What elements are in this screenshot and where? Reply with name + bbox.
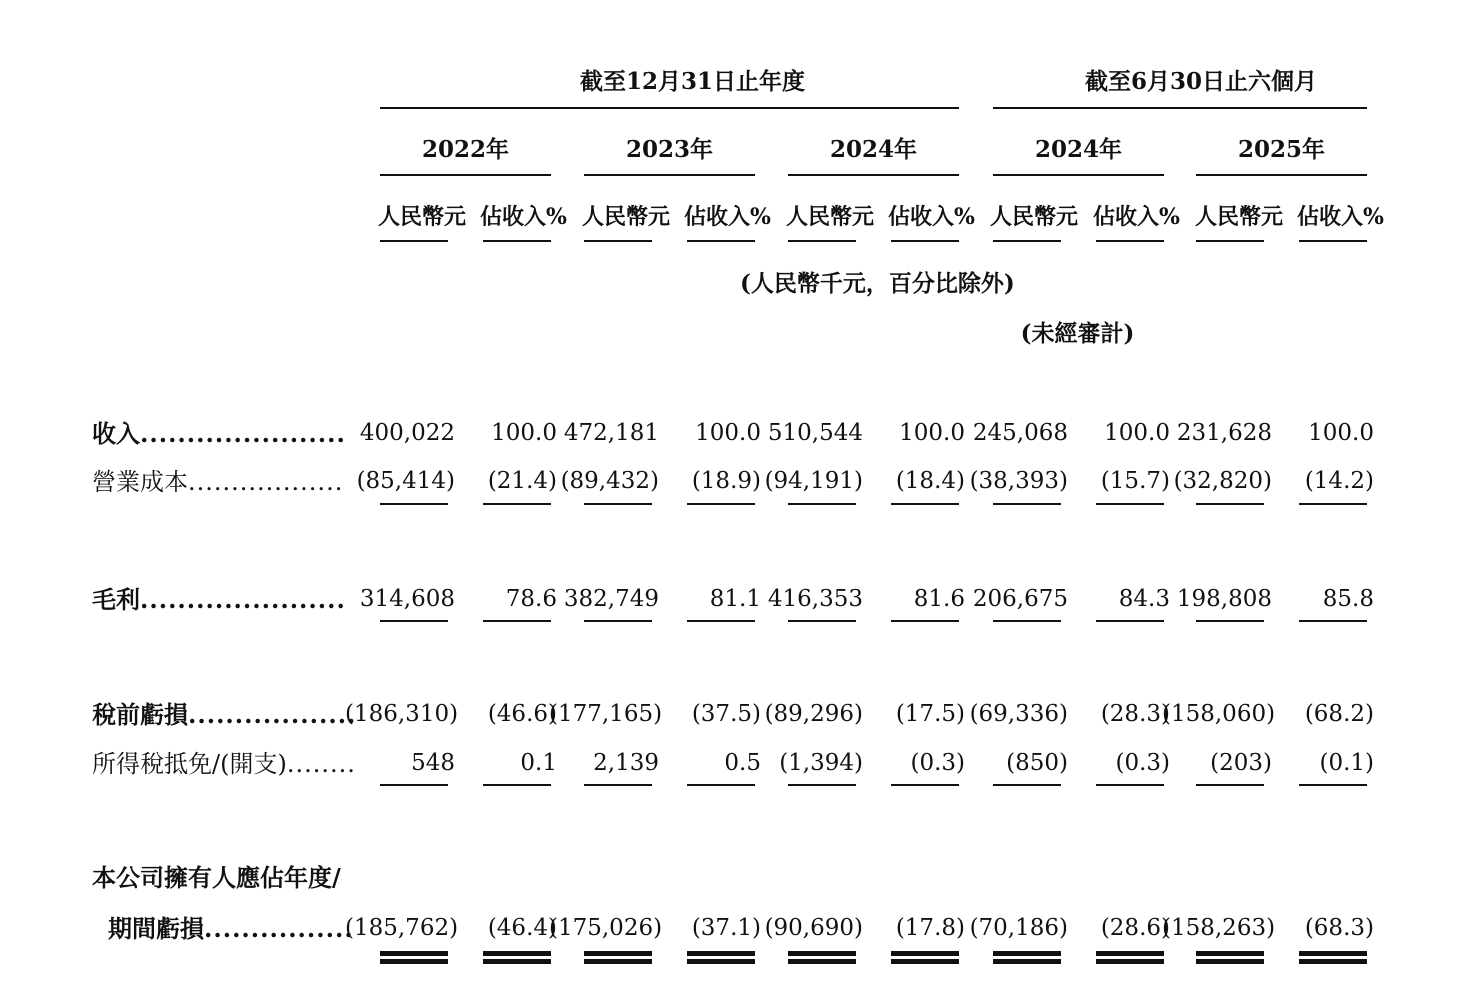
col-rmb: 人民幣元	[786, 204, 875, 230]
table-cell: (38,393)	[969, 468, 1068, 494]
year-2023: 2023年	[625, 136, 713, 163]
row-label-cost-of-sales: 營業成本..................	[92, 468, 344, 496]
table-cell: 0.1	[520, 750, 557, 776]
subtotal-rule	[380, 503, 448, 505]
header-group-year-end: 截至12月31日止年度	[580, 68, 806, 95]
total-double-rule	[1196, 951, 1264, 964]
total-double-rule	[1096, 951, 1164, 964]
table-cell: 314,608	[359, 586, 455, 612]
col-rmb: 人民幣元	[1195, 204, 1284, 230]
subtotal-rule	[1299, 784, 1367, 786]
subtotal-rule	[687, 503, 755, 505]
table-cell: (46.4)	[487, 915, 557, 941]
table-cell: 382,749	[563, 586, 659, 612]
table-cell: 548	[411, 750, 455, 776]
table-cell: (85,414)	[356, 468, 455, 494]
col-pct: 佔收入%	[684, 204, 771, 230]
row-label-revenue: 收入......................	[92, 419, 346, 448]
col-rule	[584, 240, 652, 242]
table-cell: (158,263)	[1162, 915, 1276, 941]
table-cell: (18.9)	[691, 468, 761, 494]
subtotal-rule	[687, 620, 755, 622]
subtotal-rule	[1096, 784, 1164, 786]
table-cell: 78.6	[505, 586, 557, 612]
subtotal-rule	[584, 784, 652, 786]
subtotal-rule	[483, 784, 551, 786]
table-cell: 206,675	[972, 586, 1068, 612]
unaudited-note: (未經審計)	[1020, 320, 1135, 347]
subtotal-rule	[584, 620, 652, 622]
subtotal-rule	[788, 503, 856, 505]
table-cell: (185,762)	[345, 915, 459, 941]
table-cell: (0.3)	[910, 750, 965, 776]
year-2023-rule	[584, 174, 755, 176]
table-cell: 2,139	[593, 750, 659, 776]
col-rmb: 人民幣元	[990, 204, 1079, 230]
total-double-rule	[483, 951, 551, 964]
table-cell: 84.3	[1118, 586, 1170, 612]
col-pct: 佔收入%	[480, 204, 567, 230]
table-cell: (0.1)	[1319, 750, 1374, 776]
total-double-rule	[687, 951, 755, 964]
header-group-six-months-rule	[993, 107, 1367, 109]
col-pct: 佔收入%	[1297, 204, 1384, 230]
table-cell: (70,186)	[969, 915, 1068, 941]
table-cell: (17.8)	[895, 915, 965, 941]
table-cell: 400,022	[359, 420, 455, 446]
col-rmb: 人民幣元	[378, 204, 467, 230]
table-cell: (14.2)	[1304, 468, 1374, 494]
col-rmb: 人民幣元	[582, 204, 671, 230]
row-label-loss-before-tax: 稅前虧損..................	[92, 700, 357, 729]
table-cell: 510,544	[767, 420, 863, 446]
table-cell: (850)	[1006, 750, 1068, 776]
table-cell: (15.7)	[1100, 468, 1170, 494]
total-double-rule	[993, 951, 1061, 964]
total-double-rule	[891, 951, 959, 964]
table-cell: 100.0	[1104, 420, 1170, 446]
table-cell: (17.5)	[895, 701, 965, 727]
subtotal-rule	[380, 620, 448, 622]
header-group-year-end-rule	[380, 107, 959, 109]
total-double-rule	[584, 951, 652, 964]
year-2022: 2022年	[421, 136, 509, 163]
subtotal-rule	[891, 620, 959, 622]
col-rule	[1096, 240, 1164, 242]
table-cell: (28.6)	[1100, 915, 1170, 941]
table-cell: 245,068	[972, 420, 1068, 446]
year-2024-h1: 2024年	[1034, 136, 1122, 163]
subtotal-rule	[891, 503, 959, 505]
year-2024-h1-rule	[993, 174, 1164, 176]
total-double-rule	[788, 951, 856, 964]
subtotal-rule	[788, 620, 856, 622]
row-label-loss-attributable-line2: 期間虧損................	[108, 914, 354, 943]
table-cell: 198,808	[1176, 586, 1272, 612]
subtotal-rule	[1196, 784, 1264, 786]
table-cell: (175,026)	[549, 915, 663, 941]
subtotal-rule	[584, 503, 652, 505]
col-rule	[891, 240, 959, 242]
col-rule	[1196, 240, 1264, 242]
table-cell: 100.0	[695, 420, 761, 446]
table-cell: (89,432)	[560, 468, 659, 494]
col-rule	[993, 240, 1061, 242]
year-2022-rule	[380, 174, 551, 176]
subtotal-rule	[1196, 620, 1264, 622]
table-cell: (28.3)	[1100, 701, 1170, 727]
table-cell: 0.5	[724, 750, 761, 776]
col-rule	[687, 240, 755, 242]
col-pct: 佔收入%	[1093, 204, 1180, 230]
subtotal-rule	[1299, 620, 1367, 622]
table-cell: (18.4)	[895, 468, 965, 494]
year-2025-h1-rule	[1196, 174, 1367, 176]
subtotal-rule	[891, 784, 959, 786]
table-cell: 416,353	[767, 586, 863, 612]
unit-note: (人民幣千元，百分比除外)	[740, 270, 1015, 297]
col-rule	[483, 240, 551, 242]
subtotal-rule	[1299, 503, 1367, 505]
table-cell: 472,181	[563, 420, 659, 446]
subtotal-rule	[788, 784, 856, 786]
subtotal-rule	[993, 620, 1061, 622]
table-cell: 81.6	[913, 586, 965, 612]
total-double-rule	[1299, 951, 1367, 964]
table-cell: (89,296)	[764, 701, 863, 727]
subtotal-rule	[993, 503, 1061, 505]
subtotal-rule	[687, 784, 755, 786]
table-cell: 81.1	[709, 586, 761, 612]
row-label-loss-attributable-line1: 本公司擁有人應佔年度/	[92, 863, 341, 892]
table-cell: (68.3)	[1304, 915, 1374, 941]
header-group-six-months: 截至6月30日止六個月	[1085, 68, 1318, 95]
table-cell: 100.0	[899, 420, 965, 446]
table-cell: 100.0	[1308, 420, 1374, 446]
table-cell: 85.8	[1322, 586, 1374, 612]
col-pct: 佔收入%	[888, 204, 975, 230]
table-cell: 231,628	[1176, 420, 1272, 446]
subtotal-rule	[993, 784, 1061, 786]
total-double-rule	[380, 951, 448, 964]
table-cell: (158,060)	[1162, 701, 1276, 727]
table-cell: (68.2)	[1304, 701, 1374, 727]
table-cell: (203)	[1210, 750, 1272, 776]
table-cell: (37.1)	[691, 915, 761, 941]
year-2024: 2024年	[829, 136, 917, 163]
table-cell: (177,165)	[549, 701, 663, 727]
table-cell: (1,394)	[779, 750, 863, 776]
subtotal-rule	[1096, 620, 1164, 622]
col-rule	[788, 240, 856, 242]
year-2025-h1: 2025年	[1237, 136, 1325, 163]
table-cell: (94,191)	[764, 468, 863, 494]
subtotal-rule	[380, 784, 448, 786]
table-cell: (21.4)	[487, 468, 557, 494]
row-label-gross-profit: 毛利......................	[92, 585, 346, 614]
table-cell: (69,336)	[969, 701, 1068, 727]
subtotal-rule	[483, 503, 551, 505]
table-cell: 100.0	[491, 420, 557, 446]
table-cell: (186,310)	[345, 701, 459, 727]
table-cell: (0.3)	[1115, 750, 1170, 776]
table-cell: (46.6)	[487, 701, 557, 727]
year-2024-rule	[788, 174, 959, 176]
subtotal-rule	[1196, 503, 1264, 505]
table-cell: (90,690)	[764, 915, 863, 941]
subtotal-rule	[1096, 503, 1164, 505]
table-cell: (37.5)	[691, 701, 761, 727]
subtotal-rule	[483, 620, 551, 622]
row-label-income-tax: 所得稅抵免/(開支)........	[92, 750, 356, 778]
col-rule	[1299, 240, 1367, 242]
table-cell: (32,820)	[1173, 468, 1272, 494]
col-rule	[380, 240, 448, 242]
